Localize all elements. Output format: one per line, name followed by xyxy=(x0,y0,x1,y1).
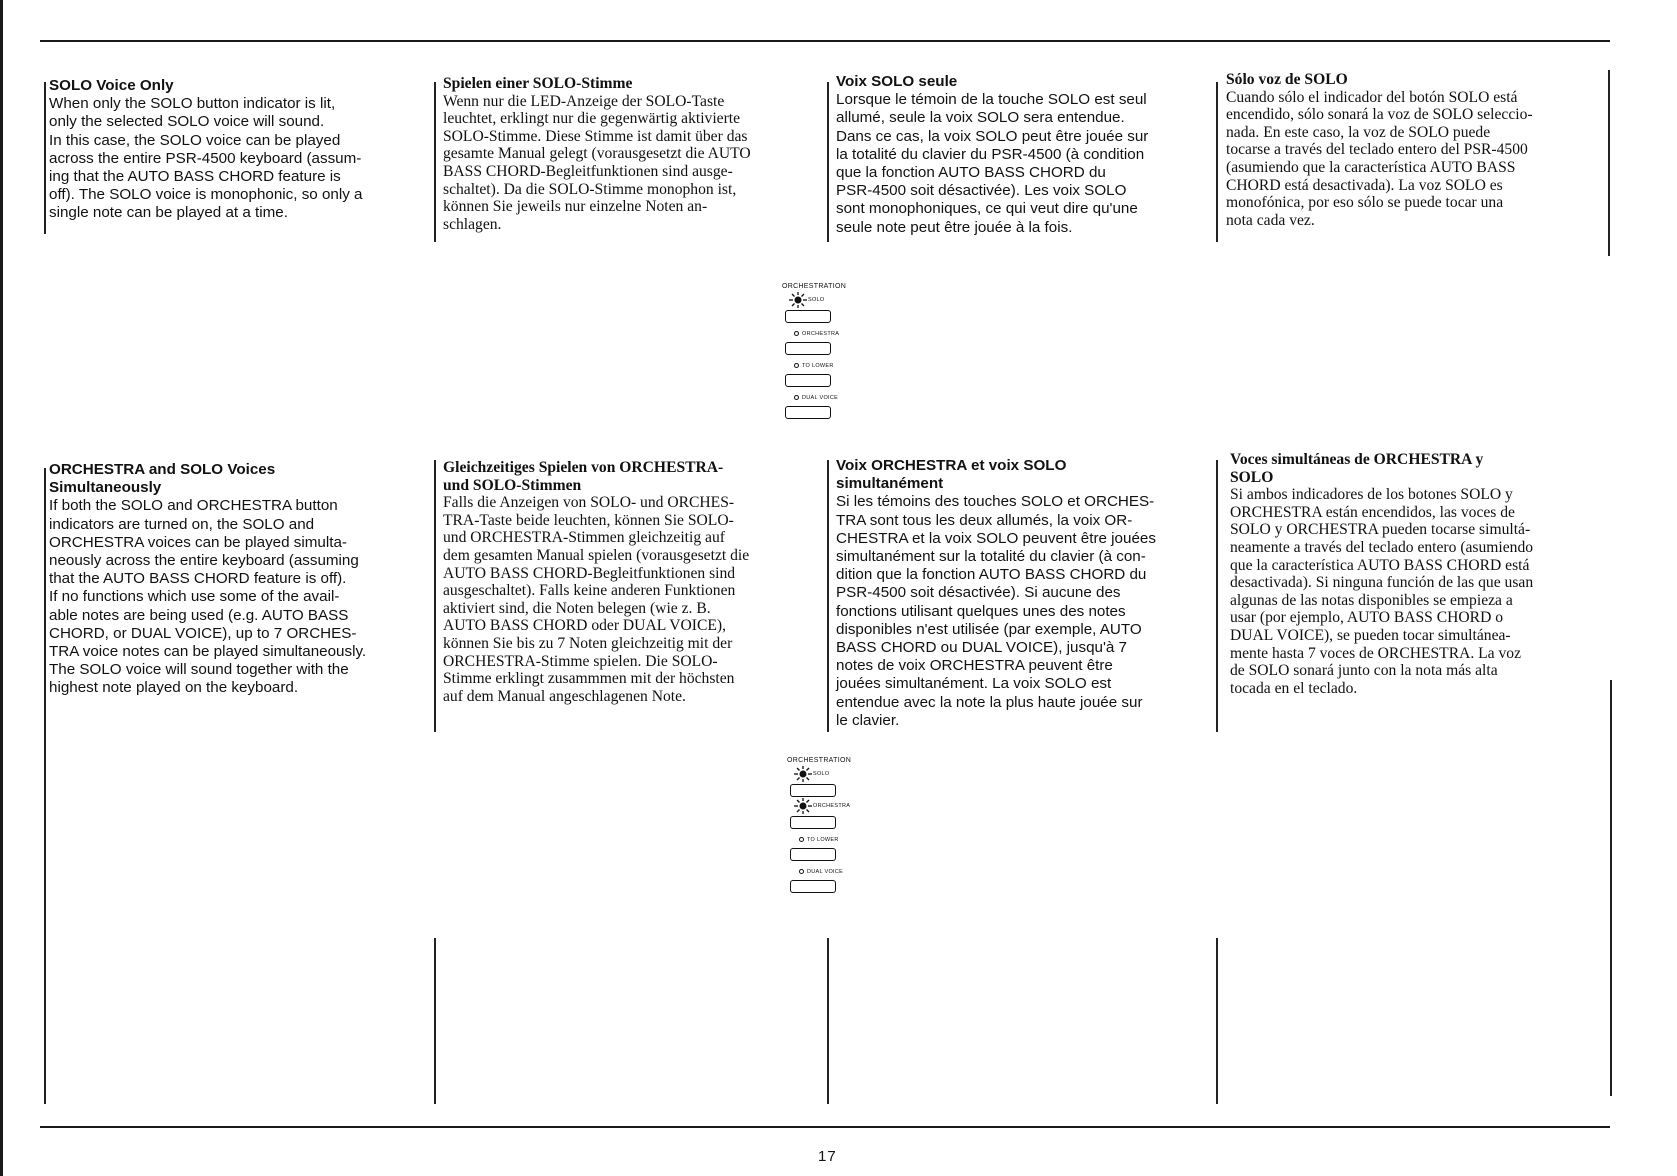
led-off-icon xyxy=(799,869,804,874)
section-heading: Sólo voz de SOLO xyxy=(1226,71,1348,88)
led-off-icon xyxy=(794,363,799,368)
section-body: Cuando sólo el indicador del botón SOLO está encendido, sólo sonará la voz de SOLO seleccio- nada. En este caso, la voz de SOLO puede tocarse a través del teclado entero del PSR-4500 (asumiendo que la característica AUTO BASS CHORD está desactivada). La voz SOLO es monofónica, por eso sólo se puede tocar una nota cada vez. xyxy=(1226,88,1533,229)
column-divider xyxy=(44,82,46,234)
button-label: SOLO xyxy=(808,297,825,303)
column-divider xyxy=(44,468,46,1104)
column-divider xyxy=(434,460,436,732)
led-lit-icon xyxy=(792,766,814,782)
section-body: Si ambos indicadores de los botones SOLO y ORCHESTRA están encendidos, las voces de SOLO y ORCHESTRA pueden tocarse simultá- neamente a través del teclado entero (asumiendo que la característica AUTO BASS CHORD está desactivada). Si ninguna función de las que usan algunas de las notas disponibles se empieza a usar (por ejemplo, AUTO BASS CHORD o DUAL VOICE), se pueden tocar simultánea- mente hasta 7 voces de ORCHESTRA. La voz de SOLO sonará junto con la nota más alta tocada en el teclado. xyxy=(1230,486,1534,697)
section-solo-voice-only-de xyxy=(443,75,823,233)
orchestra-button xyxy=(785,342,831,355)
led-off-icon xyxy=(794,331,799,336)
column-divider xyxy=(434,938,436,1104)
to-lower-button xyxy=(785,374,831,387)
section-heading: ORCHESTRA and SOLO Voices Simultaneously xyxy=(49,461,276,497)
button-label: SOLO xyxy=(813,771,830,777)
top-rule xyxy=(40,40,1610,42)
column-divider xyxy=(1216,82,1218,242)
section-heading: SOLO Voice Only xyxy=(49,77,174,94)
section-heading: Gleichzeitiges Spielen von ORCHESTRA- und SOLO-Stimmen xyxy=(443,459,724,494)
solo-button xyxy=(785,310,831,323)
orchestration-panel-diagram-solo xyxy=(780,280,890,430)
section-heading: Voix SOLO seule xyxy=(836,73,958,90)
led-lit-icon xyxy=(792,798,814,814)
section-solo-voice-only-fr xyxy=(836,73,1214,237)
page-number: 17 xyxy=(818,1148,837,1165)
panel-title: ORCHESTRATION xyxy=(787,757,852,764)
section-body: Si les témoins des touches SOLO et ORCHES- TRA sont tous les deux allumés, la voix OR- CHESTRA et la voix SOLO peuvent être jouées simultanément sur la totalité du clavier (à con- dition que la fonction AUTO BASS CHORD du PSR-4500 soit désactivée). Si aucune des fonctions utilisant quelques unes des notes disponibles n'est utilisée (par exemple, AUTO BASS CHORD ou DUAL VOICE), jusqu'à 7 notes de voix ORCHESTRA peuvent être jouées simultanément. La voix SOLO est entendue avec la note la plus haute jouée sur le clavier. xyxy=(836,493,1156,729)
button-label: ORCHESTRA xyxy=(802,331,840,337)
button-label: TO LOWER xyxy=(807,837,839,843)
column-divider xyxy=(1216,460,1218,732)
section-heading: Spielen einer SOLO-Stimme xyxy=(443,75,633,92)
column-divider xyxy=(1610,680,1612,1096)
section-body: Wenn nur die LED-Anzeige der SOLO-Taste leuchtet, erklingt nur die gegenwärtig aktivierte SOLO-Stimme. Diese Stimme ist damit über das gesamte Manual gelegt (vorausgesetzt die AUTO BASS CHORD-Begleitfunktionen sind ausge- schaltet). Da die SOLO-Stimme monophon ist, können Sie jeweils nur einzelne Noten an- schlagen. xyxy=(443,92,751,233)
section-heading: Voces simultáneas de ORCHESTRA y SOLO xyxy=(1230,451,1484,486)
button-label: TO LOWER xyxy=(802,363,834,369)
left-edge-rule xyxy=(0,0,3,1176)
section-body: Lorsque le témoin de la touche SOLO est seul allumé, seule la voix SOLO sera entendue. Dans ce cas, la voix SOLO peut être jouée sur la totalité du clavier du PSR-4500 (à condition que la fonction AUTO BASS CHORD du PSR-4500 soit désactivée). Les voix SOLO sont monophoniques, ce qui veut dire qu'une seule note peut être jouée à la fois. xyxy=(836,91,1149,236)
button-label: ORCHESTRA xyxy=(813,803,851,809)
bottom-rule xyxy=(40,1126,1610,1128)
section-solo-voice-only-es xyxy=(1226,71,1606,229)
led-off-icon xyxy=(794,395,799,400)
led-off-icon xyxy=(799,837,804,842)
section-body: Falls die Anzeigen von SOLO- und ORCHES- TRA-Taste beide leuchten, können Sie SOLO- und ORCHESTRA-Stimmen gleichzeitig auf dem gesamten Manual spielen (vorausgesetzt die AUTO BASS CHORD-Begleitfunktionen sind ausgeschaltet). Falls keine anderen Funktionen aktiviert sind, die Noten belegen (wie z. B. AUTO BASS CHORD oder DUAL VOICE), können Sie bis zu 7 Noten gleichzeitig mit der ORCHESTRA-Stimme spielen. Die SOLO- Stimme erklingt zusammmen mit der höchsten auf dem Manual angeschlagenen Note. xyxy=(443,494,750,705)
section-body: When only the SOLO button indicator is lit, only the selected SOLO voice will sound. In this case, the SOLO voice can be played across the entire PSR-4500 keyboard (assum- ing that the AUTO BASS CHORD feature is off). The SOLO voice is monophonic, so only a single note can be played at a time. xyxy=(49,95,363,222)
orchestra-button xyxy=(790,816,836,829)
section-orchestra-solo-de xyxy=(443,459,825,705)
column-divider xyxy=(827,938,829,1104)
column-divider xyxy=(1216,938,1218,1104)
button-label: DUAL VOICE xyxy=(807,869,844,875)
solo-button xyxy=(790,784,836,797)
panel-title: ORCHESTRATION xyxy=(782,283,847,290)
dual-voice-button xyxy=(790,880,836,893)
to-lower-button xyxy=(790,848,836,861)
column-divider xyxy=(434,82,436,242)
section-orchestra-solo-en xyxy=(49,461,429,698)
column-divider xyxy=(1608,70,1610,256)
section-orchestra-solo-fr xyxy=(836,457,1214,730)
led-lit-icon xyxy=(787,292,809,308)
section-heading: Voix ORCHESTRA et voix SOLO simultanément xyxy=(836,457,1067,493)
section-solo-voice-only-en xyxy=(49,77,429,223)
dual-voice-button xyxy=(785,406,831,419)
orchestration-panel-diagram-solo-orchestra xyxy=(785,754,895,904)
section-body: If both the SOLO and ORCHESTRA button indicators are turned on, the SOLO and ORCHESTRA voices can be played simulta- neously across the entire keyboard (assuming that the AUTO BASS CHORD feature is off). If no functions which use some of the avail- able notes are being used (e.g. AUTO BASS CHORD, or DUAL VOICE), up to 7 ORCHES- TRA voice notes can be played simultaneously. The SOLO voice will sound together with the highest note played on the keyboard. xyxy=(49,497,367,697)
column-divider xyxy=(827,82,829,242)
column-divider xyxy=(827,460,829,732)
button-label: DUAL VOICE xyxy=(802,395,839,401)
section-orchestra-solo-es xyxy=(1230,451,1608,697)
